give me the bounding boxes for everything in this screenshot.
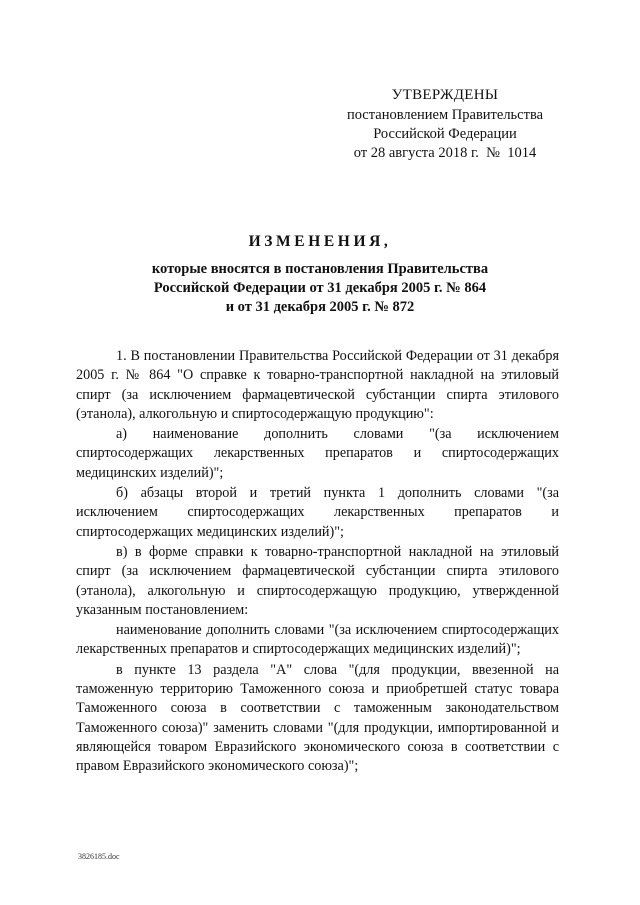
paragraph-item-a: а) наименование дополнить словами "(за исключением спиртосодержащих лекарственных препаратов и спиртосодержащих медицинских изделий)";: [76, 426, 559, 481]
approval-line-decree: постановлением Правительства: [346, 107, 544, 123]
document-title: ИЗМЕНЕНИЯ,: [248, 233, 392, 250]
paragraph-item-1: 1. В постановлении Правительства Российской Федерации от 31 декабря 2005 г. № 864 "О справке к товарно-транспортной накладной на этиловый спирт (за исключением фармацевтической субстанции спирта этилового (этанола), алкогольную и спиртосодержащую продукцию":: [76, 348, 559, 422]
footer-filename: 3826185.doc: [78, 852, 120, 861]
approval-block: [330, 86, 560, 163]
subtitle-line-3: и от 31 декабря 2005 г. № 872: [225, 299, 415, 315]
approval-line-date-number: от 28 августа 2018 г. № 1014: [353, 145, 537, 161]
paragraph-item-b: б) абзацы второй и третий пункта 1 дополнить словами "(за исключением спиртосодержащих лекарственных препаратов и спиртосодержащих медицинских изделий)";: [76, 485, 559, 540]
paragraph-item-v: в) в форме справки к товарно-транспортной накладной на этиловый спирт (за исключением фармацевтической субстанции спирта этилового (этанола), алкогольную и спиртосодержащую продукцию, утвержденной указанным постановлением:: [76, 543, 559, 618]
subtitle-line-2: Российской Федерации от 31 декабря 2005 г. № 864: [153, 280, 487, 296]
approval-stamp: УТВЕРЖДЕНЫ: [391, 87, 499, 103]
document-body: [76, 347, 559, 778]
approval-line-government: Российской Федерации: [373, 126, 517, 142]
document-subtitle: [80, 260, 560, 317]
paragraph-name-amendment: наименование дополнить словами "(за исключением спиртосодержащих лекарственных препаратов и спиртосодержащих медицинских изделий)";: [76, 622, 559, 658]
paragraph-point-13: в пункте 13 раздела "А" слова "(для продукции, ввезенной на таможенную территорию Таможенного союза и приобретшей статус товара Таможенного союза в соответствии с таможенным законодательством Таможенного союза)" заменить словами "(для продукции, импортированной и являющейся товаром Евразийского экономического союза в соответствии с правом Евразийского экономического союза)";: [76, 661, 559, 775]
subtitle-line-1: которые вносятся в постановления Правительства: [151, 261, 489, 277]
